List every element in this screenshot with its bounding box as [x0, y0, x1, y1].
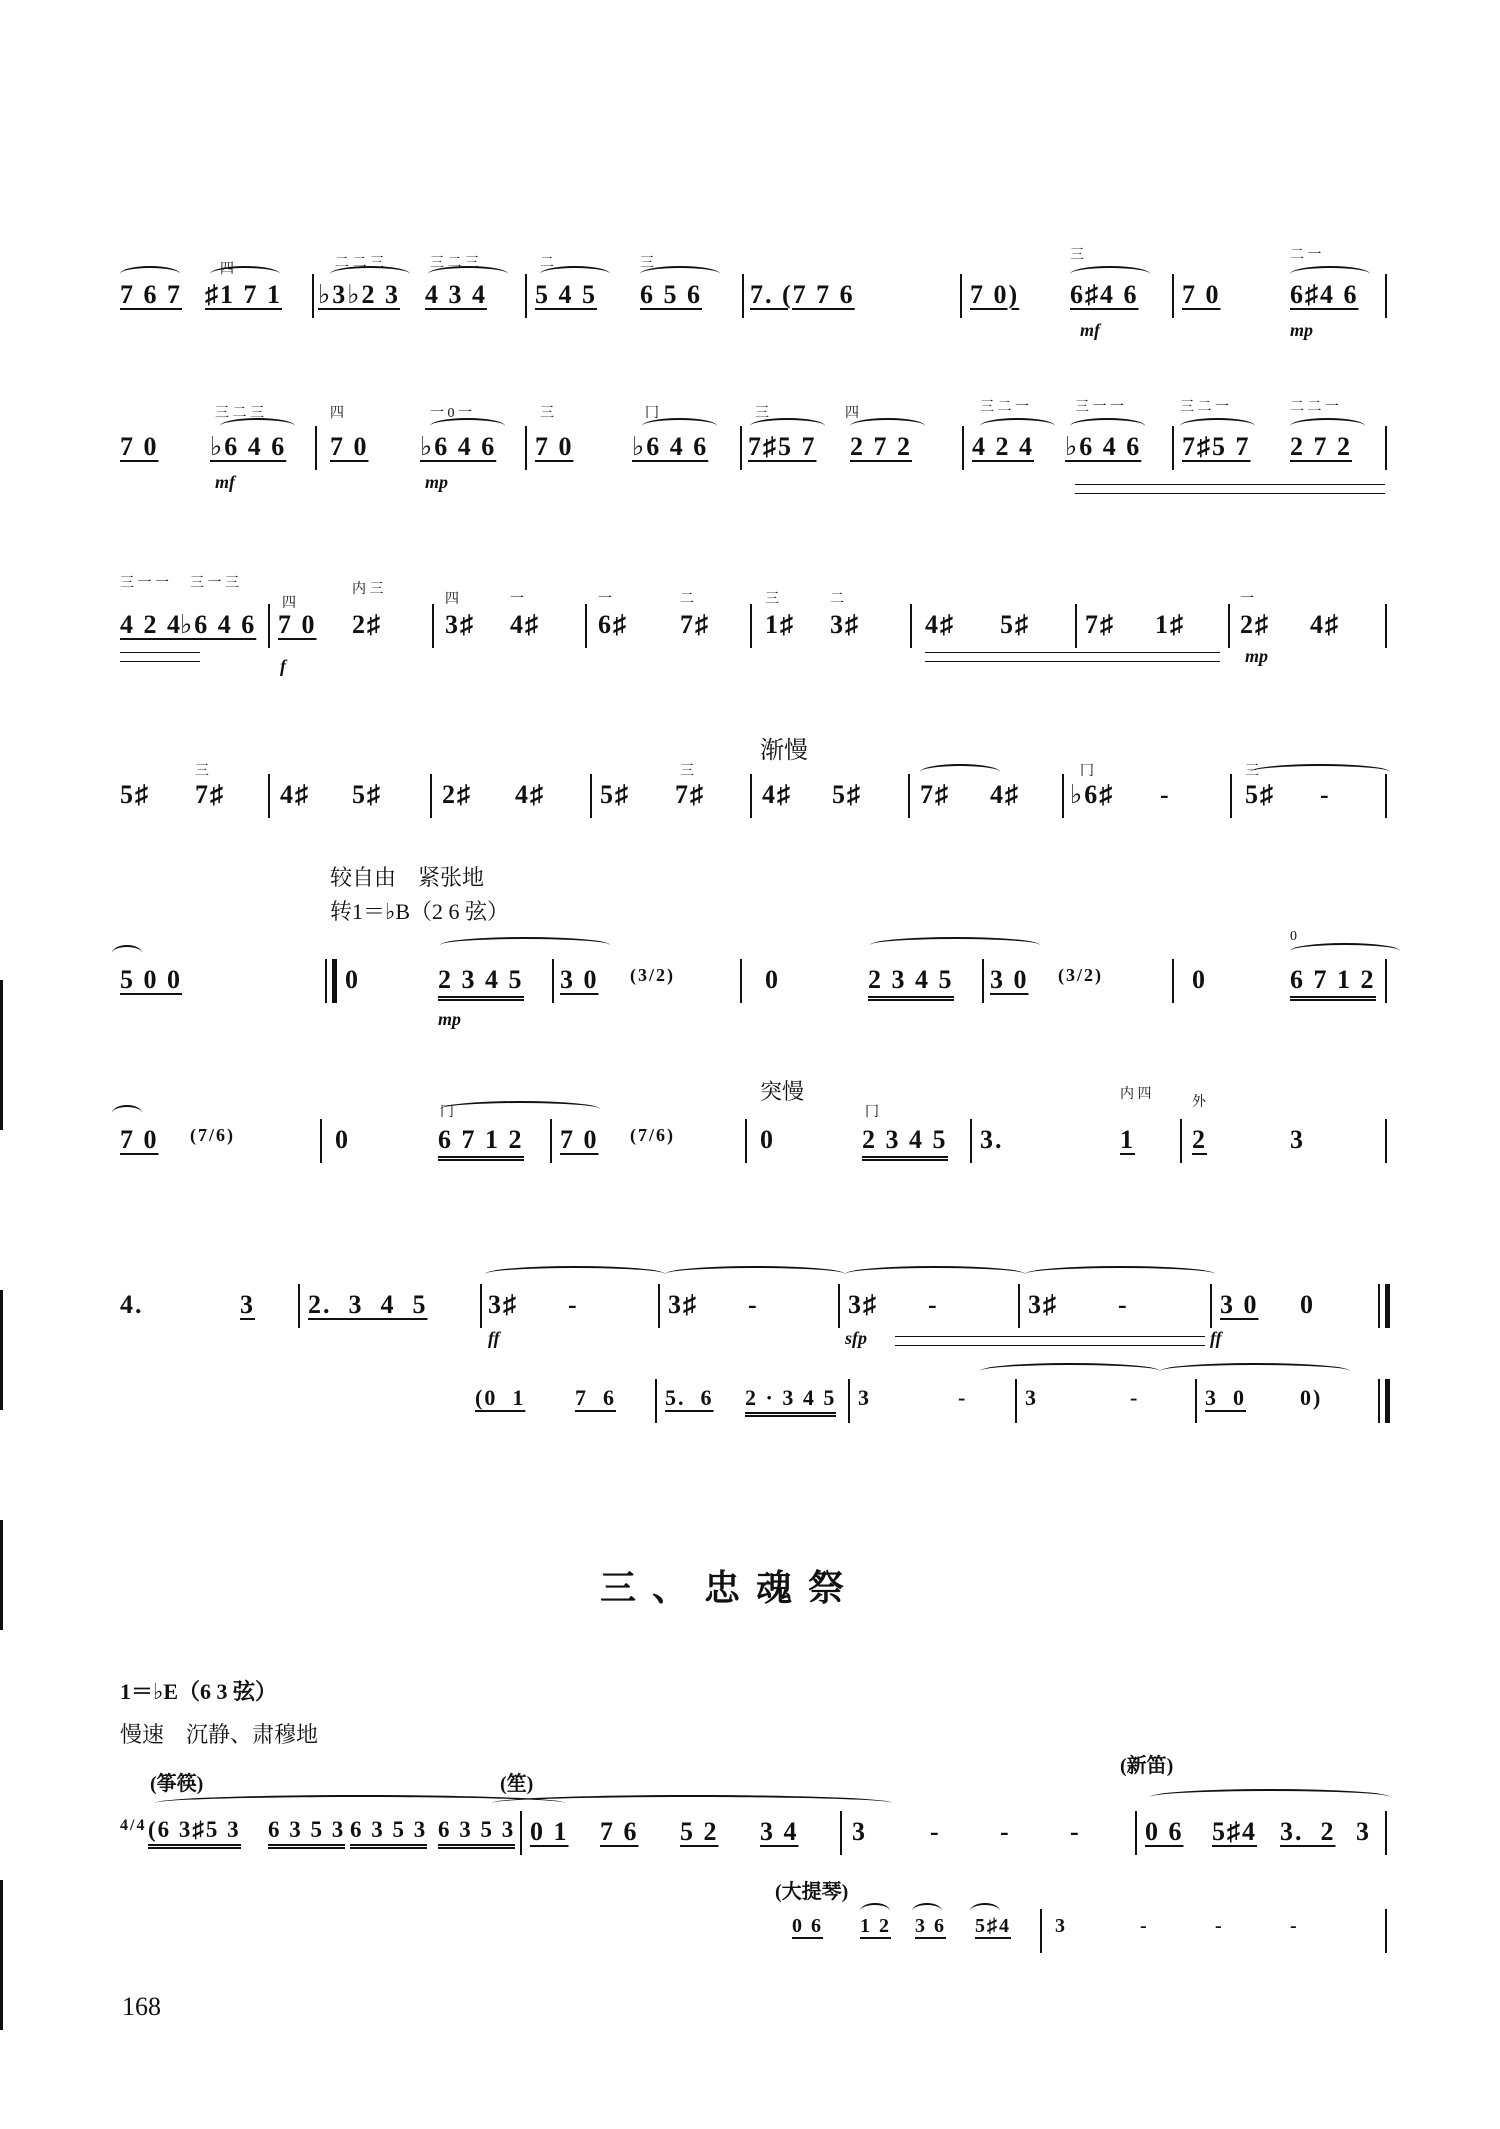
time-signature: 4/4: [120, 1817, 147, 1834]
fingering: 二: [830, 592, 844, 607]
tie: [1250, 764, 1390, 780]
rest-dash: -: [748, 1290, 759, 1319]
final-barline: [1378, 1379, 1390, 1423]
notes: 5 2: [680, 1817, 719, 1846]
notes: 6 3 5 3: [438, 1817, 515, 1849]
note: 3: [1055, 1915, 1067, 1937]
rest-dash: -: [1118, 1290, 1129, 1319]
note: 4♯: [515, 780, 545, 809]
fingering: 三 二 一: [980, 400, 1029, 415]
section-staff-2: [120, 1881, 1390, 1975]
fingering: 三 二 一: [1180, 400, 1229, 415]
notes: 7 0): [970, 280, 1020, 309]
tie: [665, 1266, 845, 1282]
grace-notes: (7/6): [190, 1125, 235, 1145]
note: 3♯: [830, 610, 860, 639]
rest: 0: [345, 965, 360, 994]
grace-notes: (7/6): [630, 1125, 675, 1145]
barline: [520, 1811, 522, 1855]
barline: [910, 604, 912, 648]
grace-notes: (3/2): [1058, 965, 1103, 985]
notes: 7 0: [1182, 280, 1221, 309]
notes: 1 2: [860, 1915, 891, 1937]
barline: [1040, 1909, 1042, 1953]
barline: [962, 426, 964, 470]
fingering: 三 二 三: [215, 406, 264, 421]
barline: [740, 426, 742, 470]
barline: [750, 774, 752, 818]
notes: 7 0: [120, 1125, 159, 1154]
fingering: 三: [195, 764, 209, 779]
dynamic-mark: mp: [438, 1009, 462, 1029]
barline: [552, 959, 554, 1003]
instrument-label: (笙): [500, 1773, 534, 1795]
notes: ♭6 4 6: [180, 610, 257, 639]
note: 7♯: [920, 780, 950, 809]
note: 5♯: [352, 780, 382, 809]
score-row-2: [120, 400, 1390, 492]
notes: 6 3 5 3: [268, 1817, 345, 1849]
note: 4♯: [280, 780, 310, 809]
barline: [1210, 1284, 1212, 1328]
note: 2: [1192, 1125, 1207, 1154]
fingering: 三: [765, 592, 779, 607]
barline: [550, 1119, 552, 1163]
barline: [838, 1284, 840, 1328]
instrument-label: (筝筷): [150, 1773, 204, 1795]
score-row-4: [120, 738, 1390, 840]
fingering: 三 二 三: [430, 256, 479, 271]
slur: [440, 1101, 600, 1117]
note: 3♯: [848, 1290, 878, 1319]
note: 5♯: [1245, 780, 1275, 809]
note: 3: [1290, 1125, 1305, 1154]
fingering: 内 三: [352, 582, 384, 597]
note: 5♯: [600, 780, 630, 809]
notes: ♭6 4 6: [210, 432, 287, 461]
key-signature: 1＝♭E（6 3 弦）: [120, 1679, 278, 1704]
slur: [112, 1105, 142, 1121]
notes: 3 0: [560, 965, 599, 994]
notes: 3 4: [760, 1817, 799, 1846]
binding-mark: [0, 980, 3, 1130]
score-row-8: [120, 1385, 1390, 1445]
barline: [1385, 1909, 1387, 1953]
tie: [485, 1266, 665, 1282]
notes: 3 0: [1220, 1290, 1259, 1319]
notes: 7 0: [560, 1125, 599, 1154]
barline: [1385, 959, 1387, 1003]
note: 2♯: [1240, 610, 1270, 639]
dynamic-mark: mp: [1245, 646, 1269, 666]
note: ♭6♯: [1070, 780, 1115, 809]
rest: 0: [1192, 965, 1207, 994]
tie: [1025, 1266, 1215, 1282]
fingering: 三: [680, 764, 694, 779]
fingering: 四: [282, 596, 296, 611]
barline: [1385, 426, 1387, 470]
fingering: 三: [755, 406, 769, 421]
barline: [430, 774, 432, 818]
notes: 5♯4: [1212, 1817, 1257, 1846]
barline: [1385, 774, 1387, 818]
tie: [845, 1266, 1025, 1282]
notes: 5 4 5: [535, 280, 597, 309]
fingering: 三: [540, 406, 554, 421]
rest-dash: -: [958, 1385, 968, 1410]
binding-mark: [0, 1880, 3, 2030]
notes: 7♯5 7: [1182, 432, 1251, 461]
notes: 7 0: [535, 432, 574, 461]
barline: [742, 274, 744, 318]
barline: [750, 604, 752, 648]
note: 7♯: [675, 780, 705, 809]
notes: 3 6: [915, 1915, 946, 1937]
notes: (6 3♯5 3: [148, 1817, 241, 1849]
binding-mark: [0, 1290, 3, 1410]
note: 4♯: [925, 610, 955, 639]
barline: [982, 959, 984, 1003]
note: 4.: [120, 1290, 144, 1319]
barline: [432, 604, 434, 648]
notes: 5. 6: [665, 1385, 714, 1410]
slur: [1290, 943, 1400, 959]
barline: [1172, 426, 1174, 470]
rest-dash: -: [1160, 780, 1171, 809]
barline: [960, 274, 962, 318]
notes: 2 3 4 5: [868, 965, 954, 1001]
notes: ♭3♭2 3: [318, 280, 401, 309]
notes: 4 2 4: [972, 432, 1034, 461]
fingering: 一: [510, 592, 524, 607]
barline: [745, 1119, 747, 1163]
note: 2♯: [352, 610, 382, 639]
barline: [268, 604, 270, 648]
fingering: 外: [1192, 1095, 1206, 1110]
rest-dash: -: [1070, 1817, 1081, 1846]
barline: [1385, 1119, 1387, 1163]
note: 3: [1356, 1817, 1371, 1846]
notes: 7 6: [600, 1817, 639, 1846]
barline: [315, 426, 317, 470]
dynamic-mark: ff: [1210, 1328, 1222, 1348]
double-barline: [325, 959, 337, 1003]
score-row-1: [120, 248, 1390, 340]
tempo-text: 渐慢: [760, 738, 808, 764]
notes: 7. (7 7 6: [750, 280, 855, 309]
barline: [1015, 1379, 1017, 1423]
notes: 0 6: [792, 1915, 823, 1937]
score-row-3: [120, 576, 1390, 676]
notes: 2 7 2: [850, 432, 912, 461]
note: 6♯: [598, 610, 628, 639]
slur: [112, 945, 142, 961]
crescendo-hairpin: [120, 652, 200, 662]
page-number: 168: [122, 1992, 161, 2021]
notes: 2 3 4 5: [438, 965, 524, 1001]
rest-dash: -: [1290, 1915, 1299, 1937]
notes: 2 · 3 4 5: [745, 1385, 836, 1417]
binding-mark: [0, 1520, 3, 1630]
barline: [1135, 1811, 1137, 1855]
notes: ♭6 4 6: [420, 432, 497, 461]
notes: 4 3 4: [425, 280, 487, 309]
final-barline: [1378, 1284, 1390, 1328]
barline: [268, 774, 270, 818]
tie: [1160, 1363, 1350, 1379]
note: 3: [852, 1817, 867, 1846]
fingering: 冂: [645, 406, 659, 421]
fingering: 四: [445, 592, 459, 607]
notes: 2. 3 4 5: [308, 1290, 428, 1319]
notes: 6 3 5 3: [350, 1817, 427, 1849]
dynamic-mark: mf: [1080, 320, 1100, 340]
barline: [658, 1284, 660, 1328]
dynamic-mark: mp: [425, 472, 449, 492]
fingering: 内 四: [1120, 1087, 1152, 1102]
rest: 0: [1300, 1290, 1315, 1319]
note: 0): [1300, 1385, 1323, 1410]
score-row-6: [120, 1079, 1390, 1185]
note: 3.: [980, 1125, 1004, 1154]
notes: 7 6 7: [120, 280, 182, 309]
rest-dash: -: [1130, 1385, 1140, 1410]
barline: [480, 1284, 482, 1328]
tempo-text: 较自由 紧张地: [330, 865, 485, 890]
fingering: 二 二 一: [1290, 400, 1339, 415]
note: 2♯: [442, 780, 472, 809]
note: 3♯: [445, 610, 475, 639]
barline: [840, 1811, 842, 1855]
barline: [655, 1379, 657, 1423]
score-row-5: [120, 865, 1390, 1029]
barline: [740, 959, 742, 1003]
note: 4♯: [990, 780, 1020, 809]
note: 7♯: [680, 610, 710, 639]
note: 4♯: [762, 780, 792, 809]
note: 1♯: [765, 610, 795, 639]
dynamic-mark: ff: [488, 1328, 500, 1348]
notes: ♭6 4 6: [632, 432, 709, 461]
notes: 6 5 6: [640, 280, 702, 309]
note: 4♯: [510, 610, 540, 639]
notes: 6♯4 6: [1290, 280, 1359, 309]
note: 4♯: [1310, 610, 1340, 639]
slur: [440, 937, 610, 953]
barline: [908, 774, 910, 818]
notes: 7 0: [330, 432, 369, 461]
barline: [1172, 959, 1174, 1003]
barline: [1195, 1379, 1197, 1423]
dynamic-mark: f: [280, 656, 286, 676]
barline: [320, 1119, 322, 1163]
fingering: 一: [1240, 592, 1254, 607]
barline: [970, 1119, 972, 1163]
fingering: 四: [330, 406, 344, 421]
slur: [920, 764, 1000, 780]
fingering: 冂: [1080, 764, 1094, 779]
fingering: 四: [845, 406, 859, 421]
barline: [312, 274, 314, 318]
fingering: 二: [680, 592, 694, 607]
rest-dash: -: [568, 1290, 579, 1319]
fingering: 二 二 三: [335, 256, 384, 271]
notes: 7 0: [120, 432, 159, 461]
fingering: 冂: [440, 1105, 454, 1120]
section-staff-1: [120, 1755, 1390, 1877]
notes: 7 0: [278, 610, 317, 639]
barline: [1228, 604, 1230, 648]
barline: [1385, 604, 1387, 648]
notes: 5 0 0: [120, 965, 182, 994]
score-row-7: [120, 1290, 1390, 1350]
fingering: 三 一 一: [120, 576, 169, 591]
note: 7♯: [1085, 610, 1115, 639]
notes: (0 1: [475, 1385, 526, 1410]
barline: [525, 274, 527, 318]
dynamic-mark: mp: [1290, 320, 1314, 340]
tempo-text: 突慢: [760, 1079, 805, 1104]
notes: 7 6: [575, 1385, 616, 1410]
barline: [1062, 774, 1064, 818]
barline: [1385, 274, 1387, 318]
barline: [525, 426, 527, 470]
notes: 3. 2: [1280, 1817, 1336, 1846]
rest-dash: -: [1000, 1817, 1011, 1846]
note: 3♯: [668, 1290, 698, 1319]
notes: 0 1: [530, 1817, 569, 1846]
tie: [980, 1363, 1160, 1379]
notes: 0 6: [1145, 1817, 1184, 1846]
section-title: 三、忠魂祭: [600, 1568, 861, 1608]
note: 7♯: [195, 780, 225, 809]
rest-dash: -: [1320, 780, 1331, 809]
note: 5♯: [1000, 610, 1030, 639]
key-change: 转1＝♭B（2 6 弦）: [330, 899, 510, 924]
note: 3: [1025, 1385, 1038, 1410]
notes: 4 2 4: [120, 610, 182, 639]
dynamic-mark: mf: [215, 472, 235, 492]
note: 3: [240, 1290, 255, 1319]
barline: [1385, 1811, 1387, 1855]
decrescendo-hairpin: [925, 652, 1220, 662]
rest-dash: -: [1215, 1915, 1224, 1937]
barline: [1075, 604, 1077, 648]
note: 3♯: [488, 1290, 518, 1319]
fingering: 一 0 一: [430, 406, 472, 421]
crescendo-hairpin: [895, 1336, 1205, 1346]
barline: [298, 1284, 300, 1328]
note: 1♯: [1155, 610, 1185, 639]
rest-dash: -: [928, 1290, 939, 1319]
instrument-label: (新笛): [1120, 1755, 1174, 1777]
barline: [1172, 274, 1174, 318]
notes: 3 0: [990, 965, 1029, 994]
barline: [585, 604, 587, 648]
grace-notes: (3/2): [630, 965, 675, 985]
notes: ♯1 7 1: [205, 280, 282, 309]
barline: [848, 1379, 850, 1423]
notes: 5♯4: [975, 1915, 1011, 1937]
note: 3: [858, 1385, 871, 1410]
notes: ♭6 4 6: [1065, 432, 1142, 461]
slur: [870, 937, 1040, 953]
barline: [590, 774, 592, 818]
note: 1: [1120, 1125, 1135, 1154]
fingering: 三: [1245, 764, 1259, 779]
notes: 6 7 1 2: [438, 1125, 524, 1161]
fingering: 0: [1290, 929, 1297, 944]
rest: 0: [765, 965, 780, 994]
fingering: 三 一 三: [190, 576, 239, 591]
notes: 6 7 1 2: [1290, 965, 1376, 1001]
fingering: 三 一 一: [1075, 400, 1124, 415]
barline: [1180, 1119, 1182, 1163]
fingering: 二 一: [1290, 248, 1322, 263]
dynamic-mark: sfp: [845, 1328, 867, 1348]
notes: 7♯5 7: [748, 432, 817, 461]
slur: [1150, 1789, 1390, 1805]
notes: 2 7 2: [1290, 432, 1352, 461]
tempo-text: 慢速 沉静、肃穆地: [120, 1722, 319, 1747]
rest: 0: [760, 1125, 775, 1154]
note: 5♯: [120, 780, 150, 809]
fingering: 四: [220, 262, 234, 277]
rest: 0: [335, 1125, 350, 1154]
barline: [1230, 774, 1232, 818]
crescendo-hairpin: [1075, 484, 1385, 494]
notes: 6♯4 6: [1070, 280, 1139, 309]
barline: [1018, 1284, 1020, 1328]
notes: 2 3 4 5: [862, 1125, 948, 1161]
fingering: 冂: [865, 1105, 879, 1120]
rest-dash: -: [1140, 1915, 1149, 1937]
fingering: 一: [598, 592, 612, 607]
fingering: 二: [540, 256, 554, 271]
note: 5♯: [832, 780, 862, 809]
fingering: 三: [640, 256, 654, 271]
fingering: 三: [1070, 248, 1084, 263]
rest-dash: -: [930, 1817, 941, 1846]
instrument-label: (大提琴): [775, 1881, 849, 1903]
slur: [492, 1795, 892, 1811]
notes: 3 0: [1205, 1385, 1246, 1410]
note: 3♯: [1028, 1290, 1058, 1319]
